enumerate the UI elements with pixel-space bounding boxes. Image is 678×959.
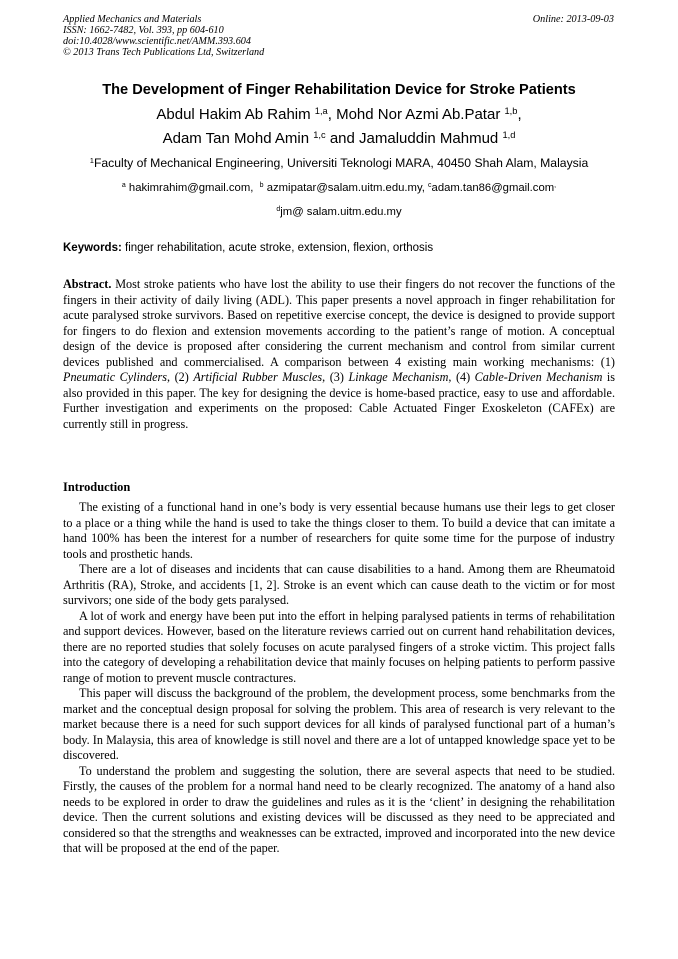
- online-date: Online: 2013-09-03: [532, 14, 614, 25]
- mechanism-name: Pneumatic Cylinders: [63, 370, 168, 384]
- paragraph: This paper will discuss the background of the problem, the development process, some benchmarks from the market and the conceptual design proposal for solving the problem. This area of research is very relevant to the market because there is a need for such support devices for all kinds of paralysed functional part of a human’s body. In Malaysia, this area of knowledge is still novel and there are a lot of untapped knowledge space yet to be discovered.: [63, 686, 615, 762]
- journal-name: Applied Mechanics and Materials: [63, 14, 202, 25]
- affiliation-mark: 1: [89, 155, 94, 165]
- affiliation: [40, 156, 638, 170]
- email-mark: c: [428, 182, 432, 190]
- abstract-text: , (2): [167, 370, 189, 384]
- copyright-line: © 2013 Trans Tech Publications Ltd, Switzerland: [63, 47, 265, 58]
- introduction-body: [63, 500, 615, 857]
- abstract-label: Abstract.: [63, 277, 112, 291]
- author-affil-mark: 1,b: [504, 105, 518, 116]
- paragraph: The existing of a functional hand in one’s body is very essential because humans use their legs to get closer to a place or a thing while the hand is used to take the things closer to them. To build a device that can imitate a hand 100% has been the interest for a number of researchers for quite some time for the purpose of industry tools and prosthetic hands.: [63, 500, 615, 561]
- author-affil-mark: 1,a: [314, 105, 328, 116]
- email-link[interactable]: jm@ salam.uitm.edu.my: [280, 206, 402, 218]
- issn-line: ISSN: 1662-7482, Vol. 393, pp 604-610: [63, 25, 224, 36]
- journal-header: [63, 14, 264, 58]
- email-link[interactable]: adam.tan86@gmail.com: [431, 182, 555, 194]
- abstract-text: is also provided in this paper. The key for designing the device is home-based practice, easy to use and affordable. Further investigation and experiments on the proposed: Cable Actuated Finger Exoskeleton (CAFEx) are currently still in progress.: [63, 370, 616, 431]
- mechanism-name: Artificial Rubber Muscles: [193, 370, 323, 384]
- email-mark: a: [121, 182, 126, 190]
- abstract-text: Most stroke patients who have lost the ability to use their fingers do not recover the functions of the fingers in their activity of daily living (ADL). This paper presents a novel approach in finger rehabilitation for acute paralysed stroke survivors. Based on repetitive exercise concept, the device is designed to provide support for fingers to do flexion and extension movements according to the patient’s range of motion. A conceptual design of the device is proposed after considering the current mechanism and control from similar current devices published and commercialised. A comparison between 4 existing main working mechanisms: (1): [63, 277, 616, 369]
- doi-line: doi:10.4028/www.scientific.net/AMM.393.604: [63, 36, 251, 47]
- mechanism-name: Cable-Driven Mechanism: [474, 370, 603, 384]
- email-mark: b: [259, 182, 264, 190]
- email-line-1: [40, 181, 638, 195]
- paper-title: The Development of Finger Rehabilitation Device for Stroke Patients: [102, 82, 576, 98]
- author-line-2: [40, 127, 638, 151]
- paragraph: To understand the problem and suggesting the solution, there are several aspects that need to be studied. Firstly, the causes of the problem for a normal hand need to be clearly recognized. The anatomy of a hand also needs to be explored in order to draw the guidelines and rules as it is the ‘client’ in designing the rehabilitation device. Then the current solutions and existing devices will be discussed as they need to be appreciated and considered so that the strengths and weaknesses can be extracted, improved and incorporated into the new device that will be proposed at the end of the paper.: [63, 763, 615, 855]
- abstract: [63, 277, 615, 432]
- abstract-text: , (3): [322, 370, 344, 384]
- paragraph: A lot of work and energy have been put into the effort in helping paralysed patients in terms of rehabilitation and support devices. However, based on the literature reviews carried out on current hand rehabilitation devices, there are no reported studies that solely focuses on acute paralysed fingers of a stroke victim. This project falls into the category of developing a rehabilitation device that mainly focuses on helping patients to perform passive range of motion to prevent muscle contractures.: [63, 608, 615, 685]
- affiliation-text: Faculty of Mechanical Engineering, Universiti Teknologi MARA, 40450 Shah Alam, Malaysia: [93, 156, 589, 170]
- author-name: Adam Tan Mohd Amin: [162, 130, 310, 147]
- author-affil-mark: 1,c: [313, 129, 326, 140]
- author-list: [40, 103, 638, 151]
- email-link[interactable]: azmipatar@salam.uitm.edu.my,: [266, 182, 425, 194]
- keywords: [63, 241, 615, 255]
- abstract-text: , (4): [448, 370, 471, 384]
- author-name: Abdul Hakim Ab Rahim: [156, 106, 311, 123]
- email-trailing-mark: ,: [554, 182, 557, 190]
- paragraph: There are a lot of diseases and incidents that can cause disabilities to a hand. Among them are Rheumatoid Arthritis (RA), Stroke, and accidents [1, 2]. Stroke is an event which can cause death to the victim or for most survivors; one side of the body gets paralysed.: [63, 562, 615, 607]
- mechanism-name: Linkage Mechanism: [348, 370, 449, 384]
- author-conjunction: and: [329, 130, 355, 147]
- email-link[interactable]: hakimrahim@gmail.com,: [128, 182, 254, 194]
- author-affil-mark: 1,d: [502, 129, 516, 140]
- keywords-label: Keywords:: [63, 242, 122, 254]
- author-name: Mohd Nor Azmi Ab.Patar: [336, 106, 501, 123]
- author-name: Jamaluddin Mahmud: [359, 130, 499, 147]
- email-line-2: [40, 205, 638, 219]
- section-heading: Introduction: [63, 480, 131, 494]
- keywords-text: finger rehabilitation, acute stroke, extension, flexion, orthosis: [125, 242, 434, 254]
- email-mark: d: [276, 206, 281, 214]
- author-line-1: Abdul Hakim Ab Rahim $^{1,a}$, Mohd Nor Azmi Ab.Patar $^{1,b}$,: [156, 105, 522, 123]
